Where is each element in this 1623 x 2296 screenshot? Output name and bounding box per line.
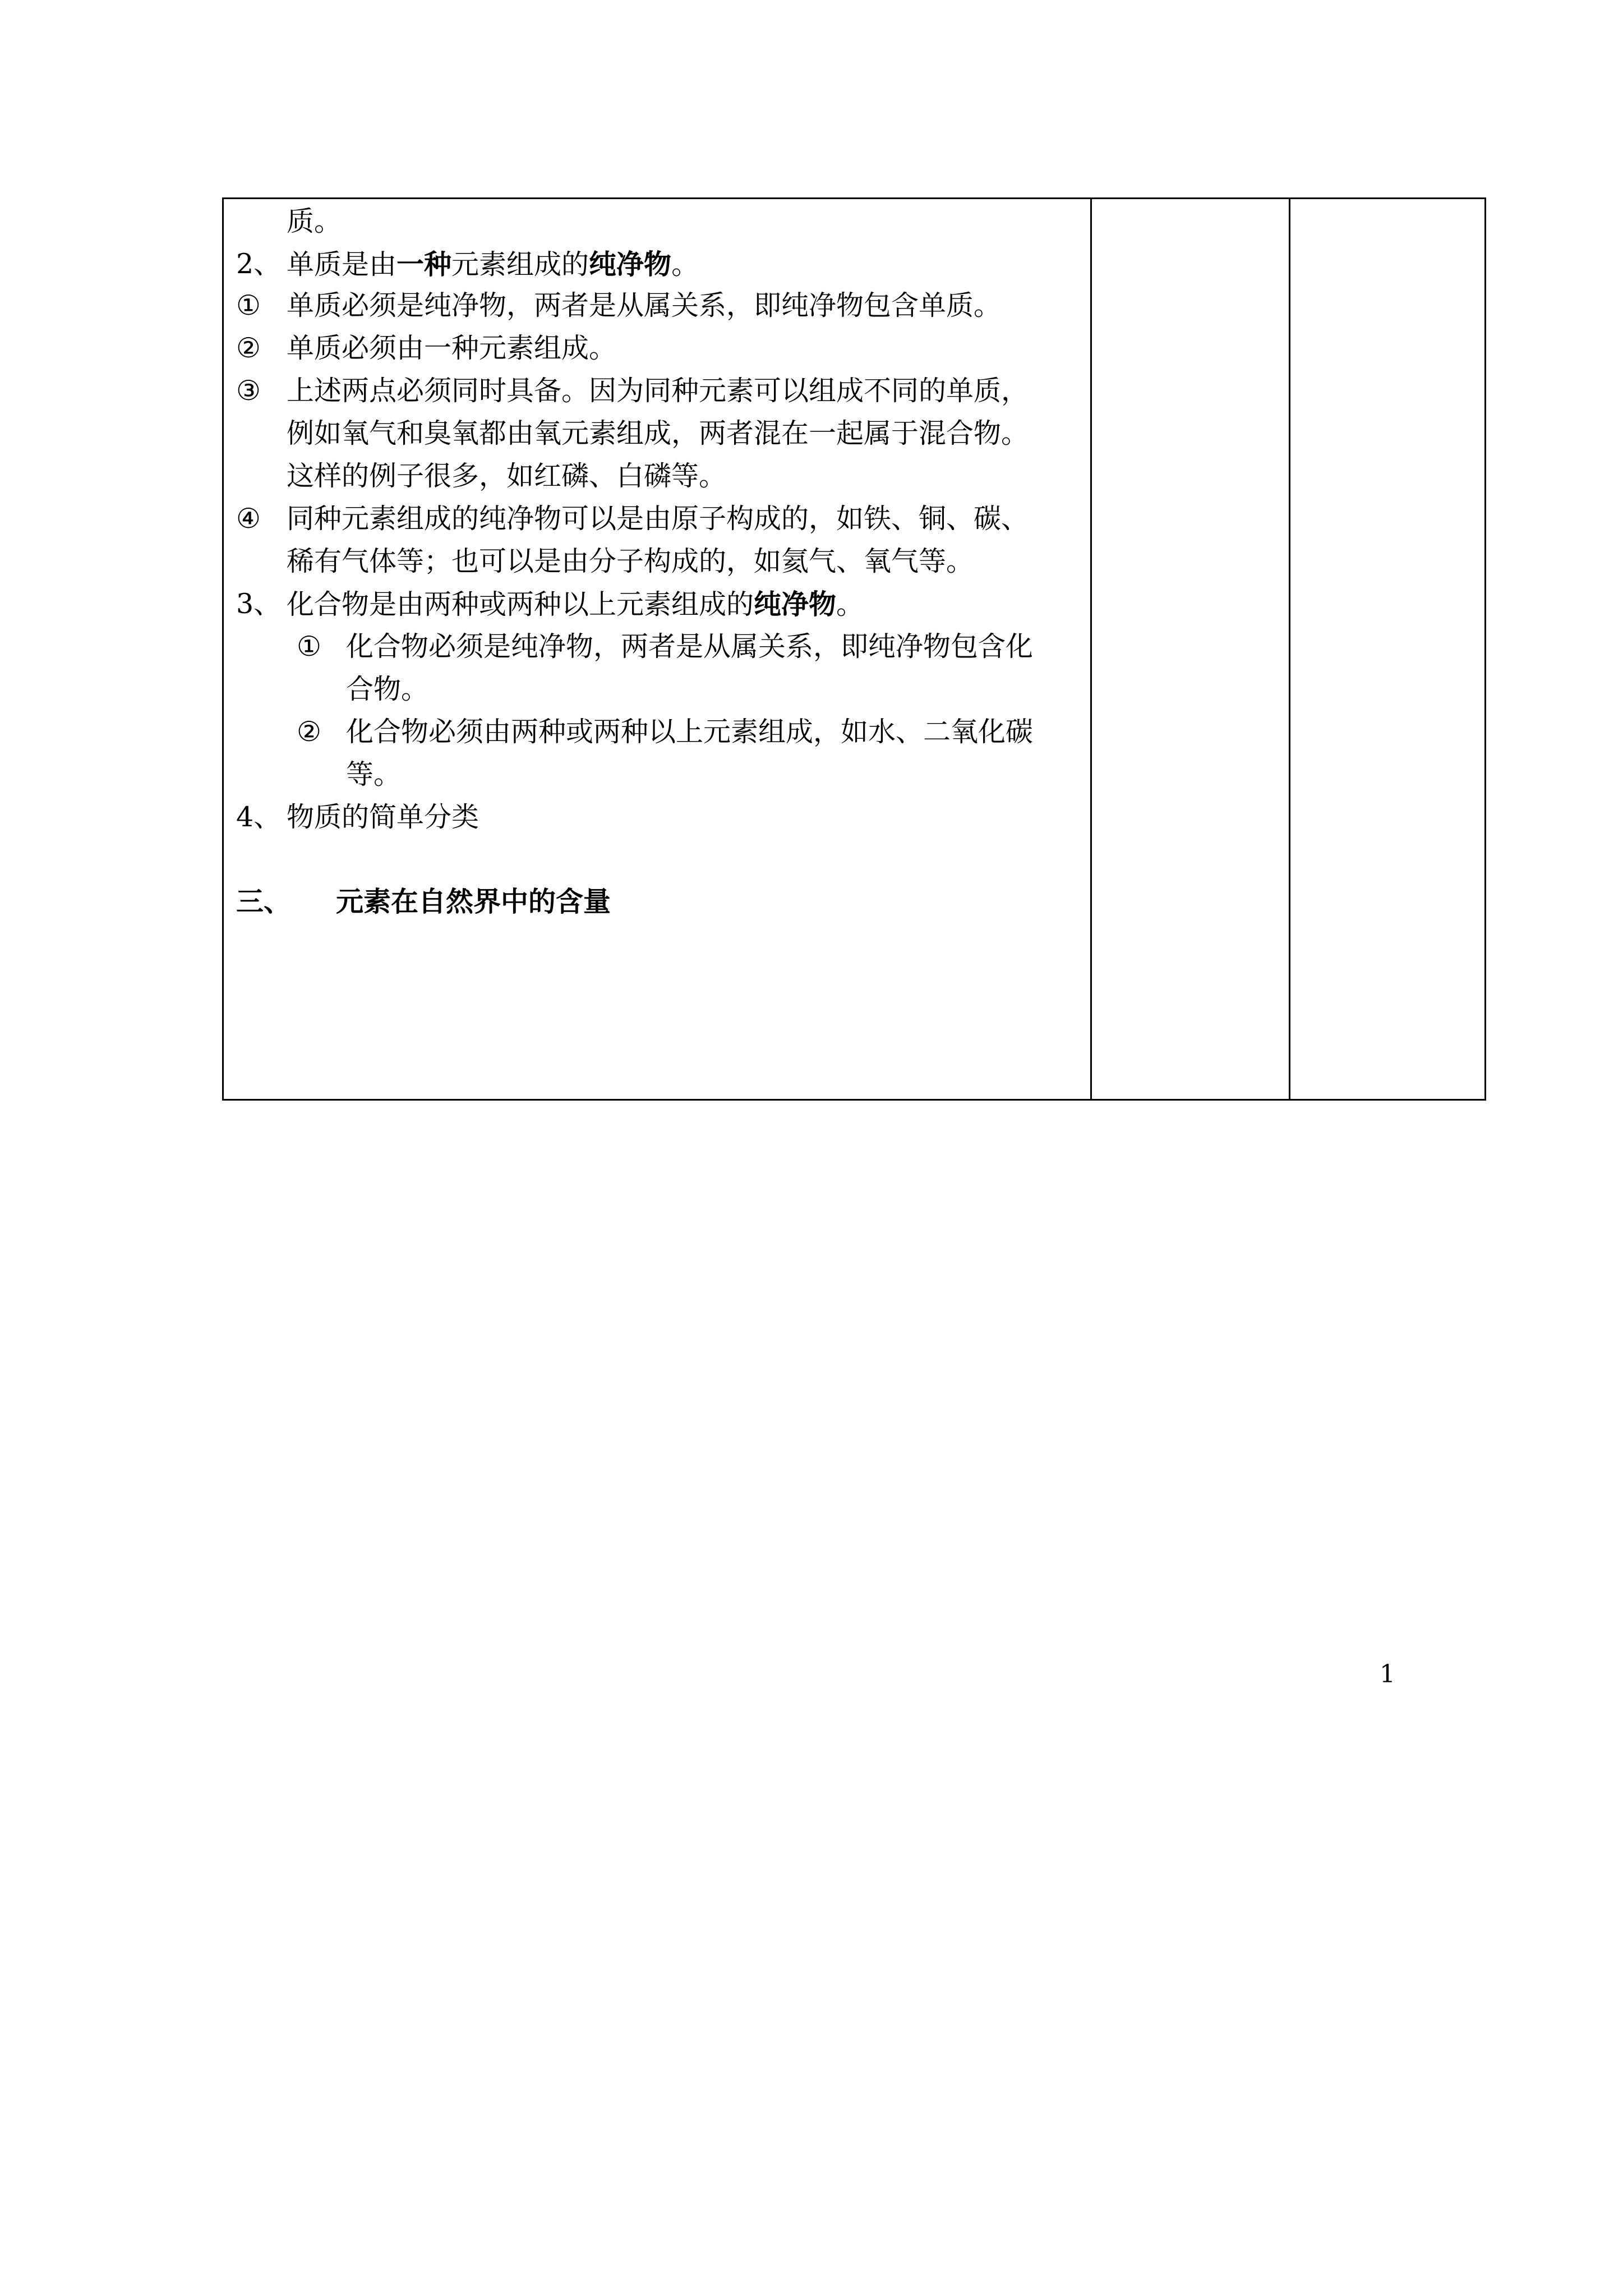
item-number: 4、 [236, 801, 282, 833]
text-line: 质。 [287, 205, 342, 237]
text-line: 化合物是由两种或两种以上元素组成的纯净物。 [287, 588, 864, 620]
text-line: 同种元素组成的纯净物可以是由原子构成的，如铁、铜、碳、 [287, 503, 1029, 535]
circled-number: ① [236, 289, 261, 321]
page-number: 1 [1380, 1660, 1395, 1688]
text-line: 化合物必须是纯净物，两者是从属关系，即纯净物包含化 [346, 631, 1034, 662]
text-line: 合物。 [346, 673, 429, 705]
text-line: 单质必须由一种元素组成。 [287, 332, 617, 364]
text-line: 单质是由一种元素组成的纯净物。 [287, 248, 699, 280]
text-line: 上述两点必须同时具备。因为同种元素可以组成不同的单质， [287, 375, 1029, 407]
section-number: 三、 [236, 885, 292, 918]
column-divider [1090, 199, 1092, 1099]
item-number: 3、 [236, 588, 282, 620]
column-divider [1289, 199, 1290, 1099]
circled-number: ② [236, 332, 261, 364]
text-line: 稀有气体等；也可以是由分子构成的，如氦气、氧气等。 [287, 545, 974, 577]
text-line: 化合物必须由两种或两种以上元素组成，如水、二氧化碳 [346, 716, 1034, 748]
text-line: 例如氧气和臭氧都由氧元素组成，两者混在一起属于混合物。 [287, 417, 1029, 449]
text-line: 等。 [346, 758, 402, 790]
circled-number: ② [297, 716, 321, 748]
content-table [222, 197, 1486, 1101]
circled-number: ① [297, 631, 321, 662]
circled-number: ③ [236, 375, 261, 407]
text-line: 单质必须是纯净物，两者是从属关系，即纯净物包含单质。 [287, 289, 1002, 321]
main-content-cell [224, 199, 1090, 1099]
text-line: 这样的例子很多，如红磷、白磷等。 [287, 460, 727, 492]
circled-number: ④ [236, 503, 261, 535]
item-number: 2、 [236, 248, 282, 280]
section-heading: 元素在自然界中的含量 [336, 885, 611, 918]
text-line: 物质的简单分类 [287, 801, 479, 833]
